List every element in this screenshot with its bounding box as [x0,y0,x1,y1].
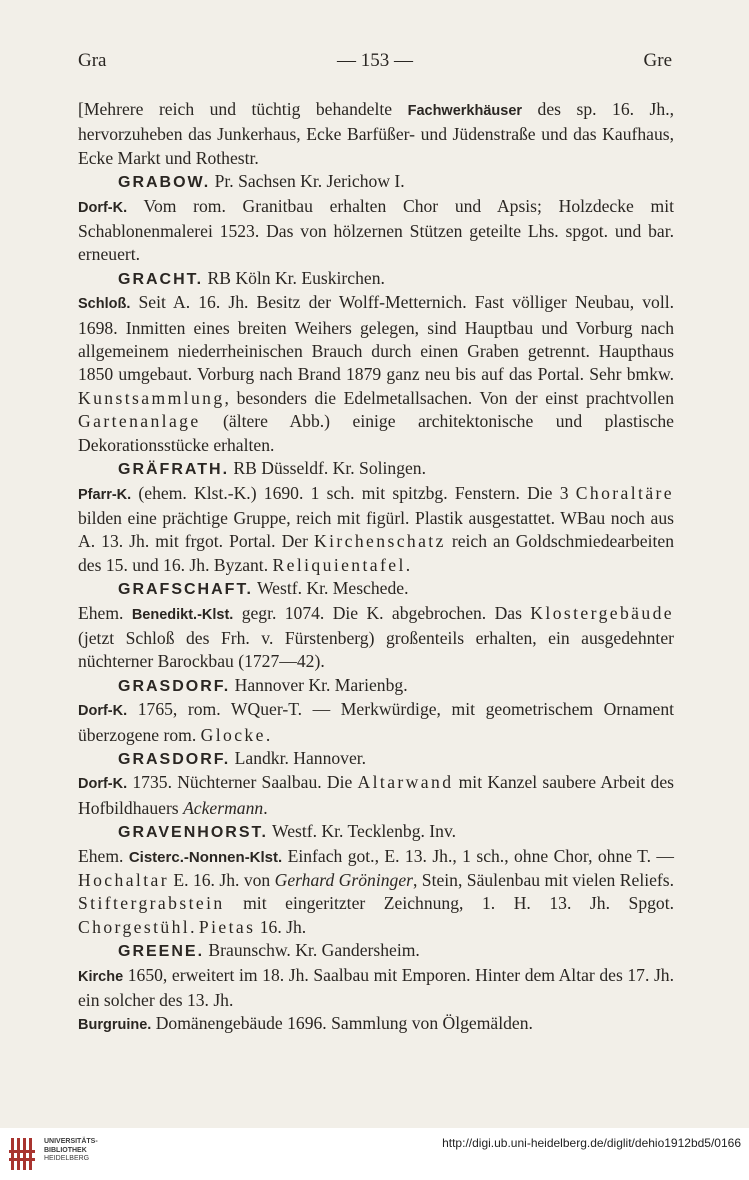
page-text [78,98,674,1038]
page-number: — 153 — [337,50,413,71]
entry-text-gravenhorst: Ehem. Cisterc.-Nonnen-Klst. Einfach got., E. 13. Jh., 1 sch., ohne Chor, ohne T. — Hochaltar E. 16. Jh. von Gerhard Gröninger, Stein, Säulenbau mit vielen Reliefs. Stiftergrabstein mit eingeritzter Zeichnung, 1. H. 13. Jh. Spgot. Chorgestühl. Pietas 16. Jh. [78,845,675,937]
entry-text-greene-burgruine: Burgruine. Domänengebäude 1696. Sammlung von Ölgemälden. [78,1013,533,1034]
library-logo-icon [8,1136,38,1172]
header-right-keyword: Gre [643,50,672,71]
entry-heading-grabow: GRABOW. Pr. Sachsen Kr. Jerichow I. [118,171,405,192]
entry-heading-graefrath: GRÄFRATH. RB Düsseldf. Kr. Solingen. [118,458,426,479]
entry-text-grafschaft: Ehem. Benedikt.-Klst. gegr. 1074. Die K. abgebrochen. Das Klostergebäude (jetzt Schloß des Frh. v. Fürstenberg) großenteils erhalten, ein ausgedehnter nüchterner Barockbau (1727—42). [78,602,674,672]
entry-heading-grafschaft: GRAFSCHAFT. Westf. Kr. Meschede. [118,578,409,599]
entry-heading-gracht: GRACHT. RB Köln Kr. Euskirchen. [118,267,385,288]
entry-text-greene-kirche: Kirche 1650, erweitert im 18. Jh. Saalbau mit Emporen. Hinter dem Altar des 17. Jh. ein solcher des 13. Jh. [78,964,674,1011]
permalink-url[interactable]: http://digi.ub.uni-heidelberg.de/diglit/dehio1912bd5/0166 [442,1136,741,1150]
entry-text-graefrath: Pfarr-K. (ehem. Klst.-K.) 1690. 1 sch. mit spitzbg. Fenstern. Die 3 Choraltäre bilden eine prächtige Gruppe, reich mit figürl. Plastik ausgestattet. WBau noch aus A. 13. Jh. mit frgot. Portal. Der Kirchenschatz reich an Goldschmiedearbeiten des 15. und 16. Jh. Byzant. Reliquientafel. [78,482,674,575]
digitization-footer [0,1128,749,1180]
entry-text-gracht: Schloß. Seit A. 16. Jh. Besitz der Wolff-Metternich. Fast völliger Neubau, voll. 1698. Inmitten eines breiten Weihers gelegen, sind Hauptbau und Vorburg nach allgemeinem niederrheinischen Brauch durch einen Graben getrennt. Haupthaus 1850 umgebaut. Vorburg nach Brand 1879 ganz neu bis auf das Portal. Sehr bmkw. Kunstsammlung, besonders die Edelmetallsachen. Von der einst prachtvollen Gartenanlage (ältere Abb.) einige architektonische und plastische Dekorationsstücke erhalten. [78,292,674,455]
entry-heading-gravenhorst: GRAVENHORST. Westf. Kr. Tecklenbg. Inv. [118,821,457,842]
entry-heading-grasdorf-marienbg: GRASDORF. Hannover Kr. Marienbg. [118,674,408,695]
continued-paragraph: [Mehrere reich und tüchtig behandelte Fachwerkhäuser des sp. 16. Jh., hervorzuheben das Junkerhaus, Ecke Barfüßer- und Jüdenstraße und das Kaufhaus, Ecke Markt und Rothestr. [78,99,674,168]
entry-text-grabow: Dorf-K. Vom rom. Granitbau erhalten Chor und Apsis; Holzdecke mit Schablonenmalerei 1523. Das von hölzernen Stützen geteilte Lhs. spgot. und bar. erneuert. [78,195,674,265]
entry-heading-greene: GREENE. Braunschw. Kr. Gandersheim. [118,940,420,961]
entry-text-grasdorf-marienbg: Dorf-K. 1765, rom. WQuer-T. — Merkwürdige, mit geometrischem Ornament überzogene rom. Glocke. [78,699,674,745]
running-header [78,50,672,80]
entry-text-grasdorf-hannover: Dorf-K. 1735. Nüchterner Saalbau. Die Altarwand mit Kanzel saubere Arbeit des Hofbildhauers Ackermann. [78,772,674,818]
entry-heading-grasdorf-hannover: GRASDORF. Landkr. Hannover. [118,747,367,768]
library-name: UNIVERSITÄTS- BIBLIOTHEK HEIDELBERG [44,1138,98,1162]
header-left-keyword: Gra [78,50,107,71]
